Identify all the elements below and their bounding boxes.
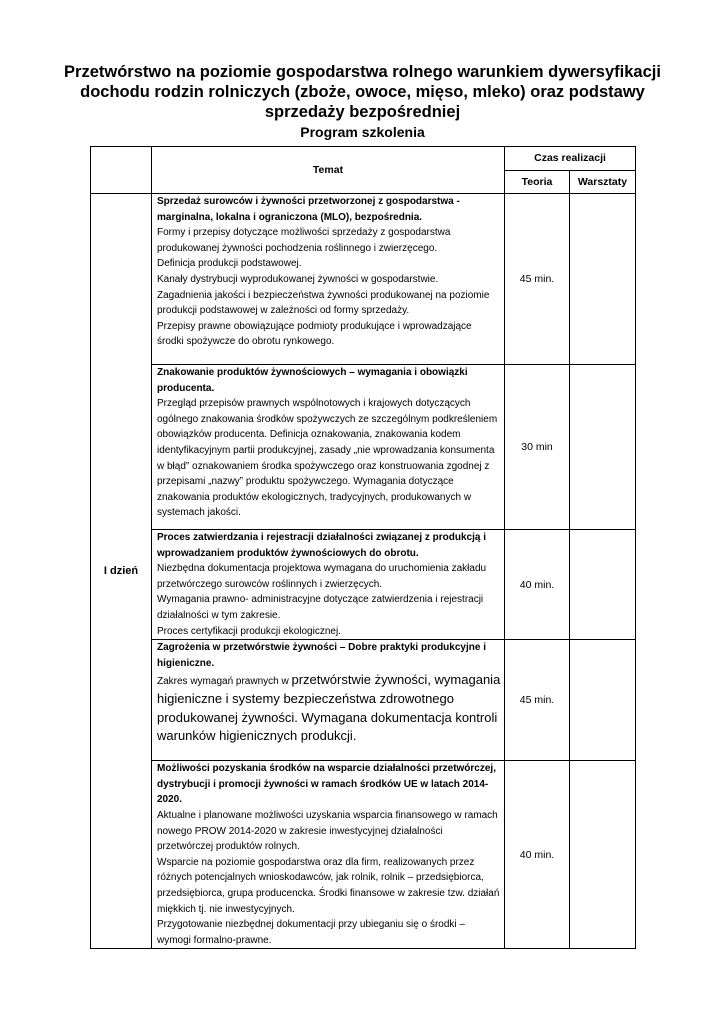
- table-row: [91, 365, 636, 530]
- table-row: [91, 640, 636, 761]
- table-row: [91, 194, 636, 365]
- teoria-time: 45 min.: [505, 640, 570, 761]
- topic-text-small: Zakres wymagań prawnych w: [157, 676, 292, 688]
- topic-line: Formy i przepisy dotyczące możliwości sprzedaży z gospodarstwa produkowanej żywności pochodzenia roślinnego i zwierzęcego.: [157, 227, 451, 254]
- program-table: [90, 146, 636, 949]
- header-czas-realizacji: Czas realizacji: [505, 147, 636, 171]
- topic-cell: [152, 194, 505, 365]
- table-row: [91, 530, 636, 640]
- document-subtitle: Program szkolenia: [300, 124, 425, 140]
- topic-line: Proces certyfikacji produkcji ekologicznej.: [157, 625, 341, 637]
- header-temat: Temat: [152, 147, 505, 194]
- header-blank-cell: [91, 147, 152, 194]
- warsztaty-time: [570, 640, 636, 761]
- topic-heading: Zagrożenia w przetwórstwie żywności – Dobre praktyki produkcyjne i higieniczne.: [157, 642, 486, 669]
- topic-cell: [152, 365, 505, 530]
- header-teoria: Teoria: [505, 170, 570, 194]
- topic-cell: [152, 761, 505, 949]
- topic-line: Przepisy prawne obowiązujące podmioty produkujące i wprowadzające środki spożywcze do obrotu rynkowego.: [157, 320, 472, 348]
- topic-cell: [152, 640, 505, 761]
- warsztaty-time: [570, 530, 636, 640]
- header-warsztaty: Warsztaty: [570, 170, 636, 194]
- topic-line: Zagadnienia jakości i bezpieczeństwa żywności produkowanej na poziomie produkcji podstawowej w zależności od formy sprzedaży.: [157, 289, 490, 317]
- day-label: I dzień: [91, 194, 152, 949]
- topic-line: [157, 671, 501, 745]
- topic-line: Przygotowanie niezbędnej dokumentacji przy ubieganiu się o środki – wymogi formalno-prawne.: [157, 919, 465, 946]
- topic-line: Kanały dystrybucji wyprodukowanej żywności w gospodarstwie.: [157, 273, 439, 285]
- document-title: Przetwórstwo na poziomie gospodarstwa rolnego warunkiem dywersyfikacji dochodu rodzin rolniczych (zboże, owoce, mięso, mleko) oraz podstawy sprzedaży bezpośredniej: [64, 63, 661, 121]
- teoria-time: 45 min.: [505, 194, 570, 365]
- topic-heading: Sprzedaż surowców i żywności przetworzonej z gospodarstwa - marginalna, lokalna i ograniczona (MLO), bezpośrednia.: [157, 196, 460, 223]
- topic-heading: Znakowanie produktów żywnościowych – wymagania i obowiązki producenta.: [157, 367, 468, 394]
- teoria-time: 40 min.: [505, 530, 570, 640]
- warsztaty-time: [570, 194, 636, 365]
- topic-heading: Możliwości pozyskania środków na wsparcie działalności przetwórczej, dystrybucji i promocji żywności w ramach środków UE w latach 2014-2020.: [157, 763, 496, 806]
- topic-line: Wymagania prawno- administracyjne dotyczące zatwierdzenia i rejestracji działalności w tym zakresie.: [157, 594, 484, 621]
- topic-line: Wsparcie na poziomie gospodarstwa oraz dla firm, realizowanych przez różnych potencjalnych wnioskodawców, jak rolnik, rolnik – przedsiębiorca, przedsiębiorca, grupa producencka. Środki finansowe w zakresie tzw. działań miękkich tj. nie inwestycyjnych.: [157, 856, 500, 915]
- topic-line: Aktualne i planowane możliwości uzyskania wsparcia finansowego w ramach nowego PROW 2014-2020 w zakresie inwestycyjnej działalności przetwórczej produktów rolnych.: [157, 809, 498, 853]
- table-row: [91, 761, 636, 949]
- topic-text-large: przetwórstwie żywności, wymagania higieniczne i systemy bezpieczeństwa zdrowotnego produkowanej żywności. Wymagana dokumentacja kontroli warunków higienicznych produkcji.: [157, 672, 501, 744]
- topic-line: Niezbędna dokumentacja projektowa wymagana do uruchomienia zakładu przetwórczego surowców roślinnych i zwierzęcych.: [157, 563, 487, 590]
- teoria-time: 30 min: [505, 365, 570, 530]
- topic-line: Definicja produkcji podstawowej.: [157, 258, 302, 270]
- topic-cell: [152, 530, 505, 640]
- teoria-time: 40 min.: [505, 761, 570, 949]
- topic-line: Przegląd przepisów prawnych wspólnotowych i krajowych dotyczących ogólnego znakowania środków spożywczych ze szczególnym podkreśleniem obowiązków producenta. Definicja oznakowania, znakowania kodem identyfikacyjnym partii produkcyjnej, zasady „nie wprowadzania konsumenta w błąd” oznakowaniem środka spożywczego oraz konstruowania zgodnej z przepisami „nazwy” produktu spożywczego. Wymagania dotyczące znakowania produktów ekologicznych, tradycyjnych, produkowanych w systemach jakości.: [157, 398, 498, 519]
- topic-heading: Proces zatwierdzania i rejestracji działalności związanej z produkcją i wprowadzaniem produktów żywnościowych do obrotu.: [157, 532, 487, 559]
- warsztaty-time: [570, 761, 636, 949]
- warsztaty-time: [570, 365, 636, 530]
